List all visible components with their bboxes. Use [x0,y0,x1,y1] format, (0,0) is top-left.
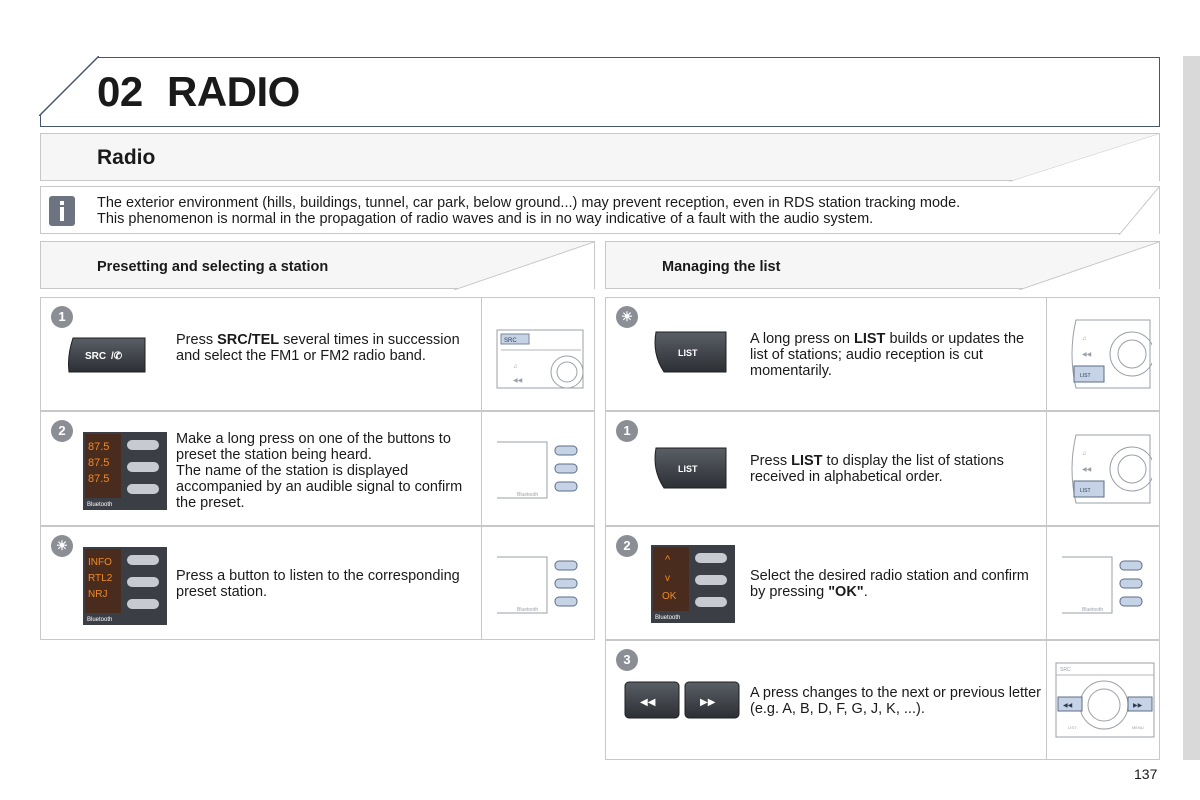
right-step-1-text: Press LIST to display the list of stations received in alphabetical order. [750,453,1004,485]
step-badge: 2 [51,420,73,442]
svg-text:NRJ: NRJ [88,589,108,600]
svg-text:◀◀: ◀◀ [1063,703,1073,709]
svg-text:LIST: LIST [1080,373,1091,379]
section-title: Radio [97,146,156,169]
preset-unit-sketch [495,440,585,502]
step-badge: ☀ [616,306,638,328]
svg-text:87.5: 87.5 [88,457,110,469]
step-badge: 1 [51,306,73,328]
info-text [97,195,1137,227]
list-unit-sketch [1066,433,1152,505]
ok-display [651,545,735,623]
svg-text:v: v [665,573,670,584]
svg-text:◀◀: ◀◀ [1082,467,1092,473]
section-header [40,133,1160,181]
svg-text:LIST: LIST [1068,725,1077,730]
left-step-1 [40,297,595,411]
preset-display [83,432,167,510]
header-diagonal [1009,134,1159,182]
right-step-2-text: Select the desired radio station and confirm by pressing "OK". [750,568,1029,600]
step-badge: 1 [616,420,638,442]
left-step-2-text: Make a long press on one of the buttons to preset the station being heard. The name of the station is displayed accompanied by an audible signal to confirm the preset. [176,431,463,511]
radio-unit-sketch [495,328,585,390]
chapter-number: 02 [97,68,143,115]
step-badge: 3 [616,649,638,671]
svg-text:Bluetooth: Bluetooth [1082,607,1104,613]
info-line-2: This phenomenon is normal in the propagation of radio waves and is in no way indicative of a fault with the audio system. [97,211,874,227]
svg-text:Bluetooth: Bluetooth [517,607,539,613]
seek-buttons [624,681,742,719]
station-unit-sketch [495,555,585,617]
left-step-3 [40,526,595,640]
svg-text:◀◀: ◀◀ [513,378,523,384]
svg-text:87.5: 87.5 [88,441,110,453]
svg-text:▶▶: ▶▶ [1133,703,1143,709]
svg-text:LIST: LIST [678,464,698,474]
right-subheader-diagonal [1019,242,1159,290]
chapter-title: RADIO [167,68,300,115]
info-icon [49,196,75,226]
side-tab [1183,56,1200,760]
src-button-label: SRC [85,351,107,362]
svg-text:INFO: INFO [88,557,112,568]
svg-text:LIST: LIST [1080,488,1091,494]
svg-text:MENU: MENU [1132,725,1144,730]
svg-text:/✆: /✆ [111,351,123,362]
chapter-corner-cut [39,56,99,116]
svg-text:Bluetooth: Bluetooth [517,492,539,498]
info-line-1: The exterior environment (hills, buildings, tunnel, car park, below ground...) may prevent reception, even in RDS station tracking mode. [97,195,961,211]
right-subheader-title: Managing the list [662,259,781,275]
left-step-1-text: Press SRC/TEL several times in succession and select the FM1 or FM2 radio band. [176,332,460,364]
svg-text:♫: ♫ [513,364,518,370]
prev-icon: ◀◀ [640,697,656,708]
step-badge: 2 [616,535,638,557]
ok-unit-sketch [1060,555,1150,617]
right-step-3-text: A press changes to the next or previous letter (e.g. A, B, D, F, G, J, K, ...). [750,685,1041,717]
svg-text:^: ^ [665,554,671,566]
right-step-0-text: A long press on LIST builds or updates the list of stations; audio reception is cut momentarily. [750,331,1025,379]
seek-unit-sketch [1054,661,1156,739]
right-step-3 [605,640,1160,760]
left-subheader-title: Presetting and selecting a station [97,259,329,275]
right-step-2 [605,526,1160,640]
left-step-2 [40,411,595,526]
svg-text:87.5: 87.5 [88,473,110,485]
list-button [650,444,730,492]
step-badge: ☀ [51,535,73,557]
page-number: 137 [1134,766,1158,782]
svg-text:◀◀: ◀◀ [1082,352,1092,358]
src-tel-button [65,336,147,374]
right-step-0 [605,297,1160,411]
svg-text:OK: OK [662,591,677,602]
list-unit-sketch [1066,318,1152,390]
svg-text:LIST: LIST [678,348,698,358]
left-subheader-diagonal [454,242,594,290]
right-step-1 [605,411,1160,526]
svg-text:♫: ♫ [1082,451,1087,457]
left-step-3-text: Press a button to listen to the corresponding preset station. [176,568,460,600]
svg-text:SRC: SRC [1060,667,1071,673]
next-icon: ▶▶ [700,697,716,708]
svg-text:SRC: SRC [504,338,517,344]
svg-text:RTL2: RTL2 [88,573,113,584]
svg-text:Bluetooth: Bluetooth [87,502,113,508]
list-button [650,328,730,376]
svg-text:♫: ♫ [1082,336,1087,342]
station-display [83,547,167,625]
svg-text:Bluetooth: Bluetooth [655,615,681,621]
svg-text:Bluetooth: Bluetooth [87,617,113,623]
